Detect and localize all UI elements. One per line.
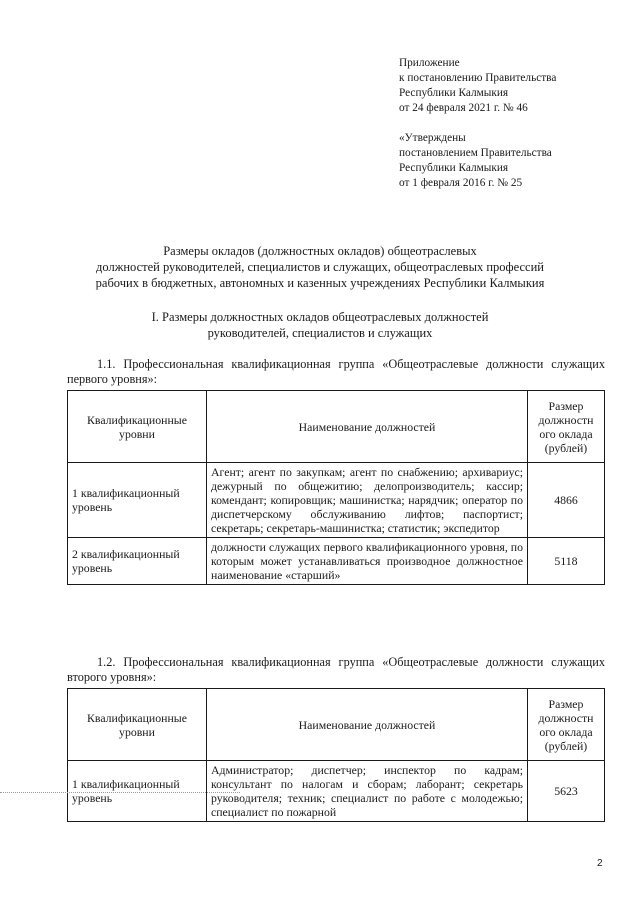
section-heading: [60, 309, 580, 341]
title-line: должностей руководителей, специалистов и служащих, общеотраслевых профессий: [96, 260, 544, 274]
positions-cell: Администратор; диспетчер; инспектор по кадрам; консультант по налогам и сборам; лаборант; секретарь руководителя; техник; специалист по работе с молодежью; специалист по пожарной: [207, 761, 528, 822]
title-line: Размеры окладов (должностных окладов) общеотраслевых: [163, 244, 477, 258]
appendix-line: Приложение: [399, 57, 460, 69]
level-cell: 2 квалификационный уровень: [68, 538, 207, 585]
appendix-line: Республики Калмыкия: [399, 87, 509, 99]
scan-artifact-line: [0, 792, 240, 793]
table-header-row: [68, 689, 605, 761]
salary-cell: 5623: [528, 761, 605, 822]
group1-heading: 1.1. Профессиональная квалификационная группа «Общеотраслевые должности служащих первого уровня»:: [67, 357, 605, 386]
table-row: [68, 463, 605, 538]
column-header-size: Размер должностн ого оклада (рублей): [528, 689, 605, 761]
appendix-line: к постановлению Правительства: [399, 72, 557, 84]
salary-cell: 4866: [528, 463, 605, 538]
approved-line: Республики Калмыкия: [399, 162, 509, 174]
title-line: рабочих в бюджетных, автономных и казенных учреждениях Республики Калмыкия: [95, 276, 545, 290]
column-header-name: Наименование должностей: [207, 689, 528, 761]
positions-cell: должности служащих первого квалификационного уровня, по которым может устанавливаться производное должностное наименование «старший»: [207, 538, 528, 585]
approved-line: постановлением Правительства: [399, 147, 552, 159]
column-header-size: Размер должностн ого оклада (рублей): [528, 391, 605, 463]
positions-cell: Агент; агент по закупкам; агент по снабжению; архивариус; дежурный по общежитию; делопроизводитель; кассир; комендант; копировщик; машинистка; нарядчик; оператор по диспетчерскому обслуживанию лифтов; паспортист; секретарь; секретарь-машинистка; статистик; экспедитор: [207, 463, 528, 538]
group2-table: [67, 688, 605, 822]
group1-table: [67, 390, 605, 585]
approved-block: [399, 131, 552, 191]
approved-line: от 1 февраля 2016 г. № 25: [399, 177, 523, 189]
table-row: [68, 761, 605, 822]
table-header-row: [68, 391, 605, 463]
page-number: 2: [597, 858, 603, 869]
column-header-level: Квалификационные уровни: [68, 689, 207, 761]
salary-cell: 5118: [528, 538, 605, 585]
column-header-level: Квалификационные уровни: [68, 391, 207, 463]
appendix-block: [399, 56, 556, 116]
table-row: [68, 538, 605, 585]
appendix-line: от 24 февраля 2021 г. № 46: [399, 102, 528, 114]
approved-line: «Утверждены: [399, 132, 466, 144]
section-line: I. Размеры должностных окладов общеотраслевых должностей: [151, 310, 489, 324]
document-title: [40, 243, 600, 291]
level-cell: 1 квалификационный уровень: [68, 761, 207, 822]
section-line: руководителей, специалистов и служащих: [207, 326, 433, 340]
level-cell: 1 квалификационный уровень: [68, 463, 207, 538]
group2-heading: 1.2. Профессиональная квалификационная группа «Общеотраслевые должности служащих второго уровня»:: [67, 655, 605, 684]
column-header-name: Наименование должностей: [207, 391, 528, 463]
